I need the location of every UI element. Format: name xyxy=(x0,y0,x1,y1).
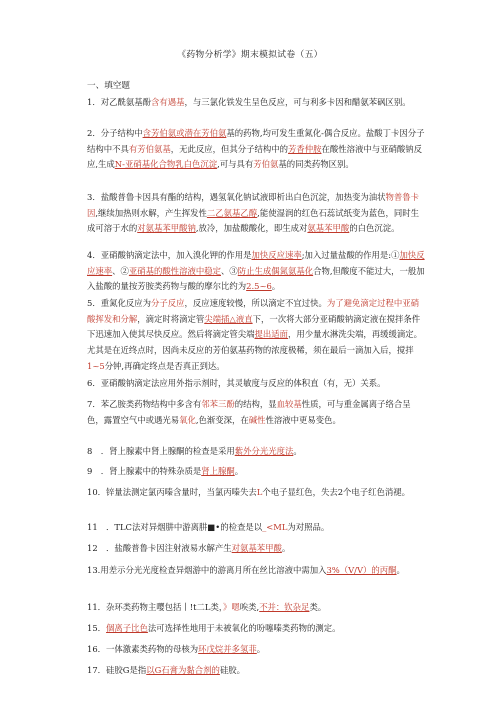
answer-text: 氧化 xyxy=(179,414,196,425)
question-text: 13.用差示分光光度检查异烟游中的游离月所在丝比溶液中需加入 xyxy=(87,565,327,575)
answer-text: 环戊烷并多氢菲 xyxy=(198,644,257,654)
answer-text: 含芳伯氨或潜在芳伯氨 xyxy=(142,128,227,138)
answer-text: 加快反应速率 xyxy=(251,250,302,260)
answer-text: 個离子比色 xyxy=(106,623,148,633)
question-item xyxy=(87,541,427,557)
answer-text: 二乙氨基乙醇 xyxy=(206,207,258,218)
question-text: 。 xyxy=(293,446,302,456)
question-text: 6．亚硝酸钠滴定法应用外指示剂时，其灵敏度与反应的体积直（有，无）关系。 xyxy=(87,378,386,388)
answer-text: 加快反应速率 xyxy=(87,250,425,276)
exam-title: 《药物分析学》期末模拟试卷（五） xyxy=(177,50,323,60)
question-text: ，滴定时将滴定管 xyxy=(137,313,205,324)
question-text: 性溶液中更易变色。 xyxy=(265,414,341,425)
answer-text: 2.5~6 xyxy=(246,281,272,292)
answer-text: 血较基 xyxy=(276,399,302,409)
question-item xyxy=(87,444,427,460)
question-text: 4．亚硝酸钠滴定法中，加入溴化钾的作用是 xyxy=(87,250,252,260)
question-text: 5．重氮化反应为 xyxy=(87,298,151,308)
question-item xyxy=(87,296,427,375)
answer-text: 紫外分光光度法 xyxy=(234,446,294,456)
question-text: 合物,但酸度不能过大，一般加入盐酸的量按芳胺类药物与酸的摩尔比约为 xyxy=(87,265,425,292)
answer-text: 碱性 xyxy=(248,414,266,425)
question-item xyxy=(87,190,427,237)
answer-text: 亚硝基的酸性溶液中稳定 xyxy=(128,265,221,276)
question-text: ，反应速度较慢，所以滴定不宜过快。 xyxy=(184,298,327,308)
question-item xyxy=(87,563,427,579)
question-text: 类。 xyxy=(309,602,327,612)
answer-text: L xyxy=(256,487,263,497)
answer-text: 芳伯氨 xyxy=(253,159,279,170)
answer-text: 分子反应 xyxy=(150,298,185,308)
answer-text: 3%（V/V）的丙酮 xyxy=(326,565,397,575)
answer-text: 肾上腺酮 xyxy=(201,466,235,476)
answer-text: 以G石膏为黏合剂的 xyxy=(146,665,220,675)
question-text: 9 ．肾上腺素中的特殊杂质是 xyxy=(87,466,202,476)
question-item xyxy=(87,464,427,480)
answer-text: 芳香仲胺 xyxy=(288,143,322,154)
question-text: 。 xyxy=(234,466,244,476)
question-item xyxy=(87,600,427,616)
answer-text: _<ML xyxy=(262,522,288,532)
question-text: 分钟,再确定终点是否真正到达。 xyxy=(104,360,225,371)
question-text: ,继续加热则水解，产生挥发性 xyxy=(95,207,207,218)
question-text: 基的药物,均可发生重氮化-偶合反应。盐酸丁卡因分子结构中不具 xyxy=(87,128,425,154)
question-item xyxy=(87,621,427,637)
answer-text: 》嗯 xyxy=(223,602,240,612)
question-text: 的结构，显 xyxy=(234,399,277,409)
question-text: ,色渐变深，在 xyxy=(195,414,249,425)
answer-text: 对氨基苯甲酸 xyxy=(231,543,282,553)
question-item xyxy=(87,642,427,658)
question-text: 的白色沉淀。 xyxy=(349,223,400,234)
question-text: 3．盐酸普鲁卡因具有酯的结构，遇氢氧化钠试液即析出白色沉淀，加热变为油状 xyxy=(87,192,386,202)
answer-text: 物普鲁卡因 xyxy=(87,192,419,218)
question-text: 为对照品。 xyxy=(287,522,330,532)
question-text: 10．锌量法测定氯丙嗪含量时，当氯丙嗪失去 xyxy=(87,487,257,497)
question-text: 1．对乙酰氨基酚 xyxy=(87,97,151,107)
question-text: ;加入过量盐酸的作用是:① xyxy=(301,250,400,260)
question-text: ,可与具有 xyxy=(217,159,254,170)
question-item xyxy=(87,397,427,428)
question-text: ，用少量水淋洗尖端，再缓缓滴定。尤其是在近终点时，因尚未反应的芳伯氨基药物的浓度极稀，须在最后一滴加入后，搅拌 xyxy=(87,329,422,356)
answer-text: N-亚硝基化合物乳白色沉淀 xyxy=(114,159,218,170)
question-item xyxy=(87,376,427,392)
question-text: 。 xyxy=(256,644,266,654)
question-text: ，无此反应，但其分子结构中的 xyxy=(170,143,288,154)
answer-text: 邻苯三酚 xyxy=(201,399,235,409)
question-text: 性质，可与重金属离子络合呈色，露置空气中或遇光易 xyxy=(87,399,411,425)
answer-text: 为了避免滴定过程中亚硝酸挥发和分解 xyxy=(87,298,419,324)
question-text: ,放冷，加盐酸酸化，即生成对 xyxy=(195,223,308,234)
answer-text: 含有遇基 xyxy=(150,97,185,107)
question-item xyxy=(87,520,427,536)
answer-text: 尖端插△液直 xyxy=(204,313,253,324)
question-text: 基的同类药物区别。 xyxy=(278,159,354,170)
question-text: ,能使湿润的红色石蕊试纸变为蓝色，同时生成可溶于水的 xyxy=(87,207,419,234)
question-text: 12 ．盐酸普鲁卡因注射液易水解产生 xyxy=(87,543,232,553)
question-text: 法可选择性地用于未被氧化的吩噻嗪类药物的测定。 xyxy=(147,623,341,633)
answer-text: 氨基苯甲酸 xyxy=(307,223,350,234)
question-text: 、② xyxy=(112,265,129,276)
question-text: 11．杂环类药物主嘤包括丨!t二L类， xyxy=(87,602,224,612)
question-text: 。 xyxy=(271,281,281,292)
question-text: 2．分子结构中 xyxy=(87,128,143,138)
answer-text: 不并：钦杂足 xyxy=(259,602,310,612)
question-text: 。 xyxy=(396,565,405,575)
question-text: 16．一体激素类药物的母核为 xyxy=(87,644,199,654)
question-text: 。 xyxy=(281,543,291,553)
question-text: 在酸性溶液中与亚硝酸钠反应,生成 xyxy=(87,143,422,170)
answer-text: 对氨基苯甲酸钠 xyxy=(137,223,196,234)
question-text: 唉类, xyxy=(239,602,260,612)
answer-text: 防止生成偶氮氨基化 xyxy=(237,265,314,276)
question-text: 个电子显红色，失去2个电子红色消褪。 xyxy=(262,487,411,497)
answer-text: 有芳伯氨基 xyxy=(128,143,171,154)
question-text: 17．硅胶G是指 xyxy=(87,665,147,675)
answer-text: 1~5 xyxy=(87,360,105,371)
question-text: 8 ．肾上腺素中肾上腺酮的检查是采用 xyxy=(87,446,235,456)
section-heading: 一、填空题 xyxy=(87,81,130,91)
question-text: 、③ xyxy=(221,265,238,276)
question-text: 7．苯乙胺类药物结构中多含有 xyxy=(87,399,202,409)
question-text: 15． xyxy=(87,623,107,633)
question-text: 下，一次将大部分亚硝酸钠滴定液在搅拌条件下迅速加入使其尽快反应。然后将滴定管尖端 xyxy=(87,313,421,340)
question-item xyxy=(87,485,427,501)
question-item xyxy=(87,663,427,679)
question-text: ，与三氯化铁发生呈色反应，可与利多卡因和醋氨苯砜区别。 xyxy=(184,97,411,107)
question-item xyxy=(87,95,427,111)
answer-text: 提出适面 xyxy=(254,329,288,340)
question-item xyxy=(87,248,427,295)
question-text: 硅胶。 xyxy=(219,665,246,675)
question-text: 11 ．TLC法对异烟肼中游离肼■•的检查是以 xyxy=(87,522,263,532)
question-item xyxy=(87,126,427,173)
